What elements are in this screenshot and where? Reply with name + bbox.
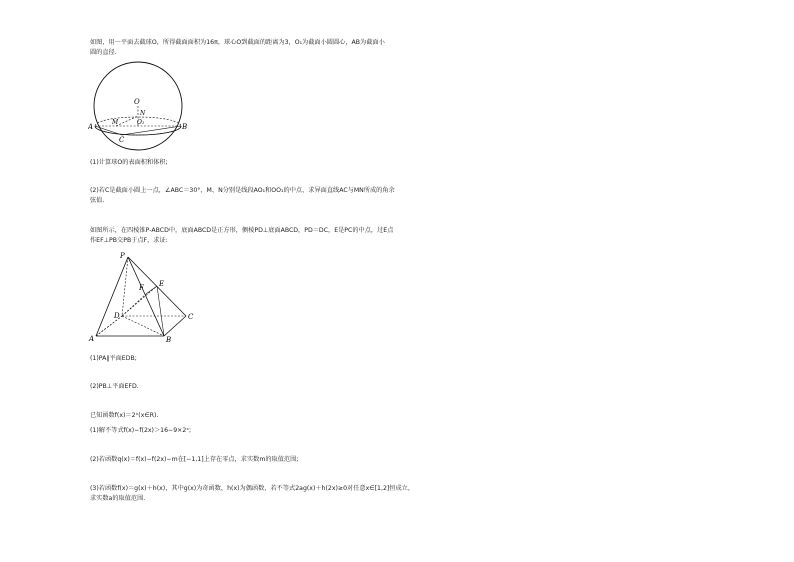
label-a: A xyxy=(88,123,94,131)
problem1-intro-line2: 圆的直径. xyxy=(90,49,117,56)
segment-mn xyxy=(116,116,138,126)
label-c: C xyxy=(188,313,194,321)
problem1-question1: (1)计算球O的表面积和体积; xyxy=(90,159,168,166)
label-c: C xyxy=(119,136,125,144)
segment-ac xyxy=(95,126,122,135)
label-e: E xyxy=(159,280,165,288)
label-f: F xyxy=(139,284,144,292)
problem1-intro-line1: 如图，用一平面去截球O，所得截面面积为16π，球心O到截面的距离为3，O₁为截面小圆圆心，AB为截面小 xyxy=(90,39,385,46)
label-o1: O₁ xyxy=(137,119,145,126)
pyramid-figure xyxy=(88,250,200,346)
segment-ef xyxy=(146,286,157,294)
problem1-question2-line1: (2)若C是截面小圆上一点，∠ABC＝30°，M、N分别是线段AO₁和OO₁的中点，求异面直线AC与MN所成的角余 xyxy=(90,187,395,194)
label-d: D xyxy=(114,312,120,320)
edge-pd xyxy=(122,257,128,316)
label-m: M xyxy=(112,119,119,126)
problem3-question1: (1)解不等式f(x)−f(2x)＞16−9×2ˣ; xyxy=(90,427,192,434)
segment-df xyxy=(122,294,146,316)
problem2-intro-line2: 作EF⊥PB交PB于点F，求证: xyxy=(90,237,168,244)
problem2-question2: (2)PB⊥平面EFD. xyxy=(90,383,139,390)
segment-db xyxy=(122,316,164,336)
label-p: P xyxy=(120,252,125,260)
problem2-intro-line1: 如图所示，在四棱锥P-ABCD中，底面ABCD是正方形，侧棱PD⊥底面ABCD，PD＝DC，E是PC的中点，过E点 xyxy=(90,227,394,234)
sphere-figure xyxy=(88,60,192,156)
label-b: B xyxy=(182,123,188,131)
problem2-question1: (1)PA∥平面EDB; xyxy=(90,355,137,362)
problem3-question2: (2)若函数q(x)＝f(x)−f(2x)−m在[−1,1]上存在零点，求实数m的取值范围; xyxy=(90,456,299,463)
problem3-question3-line2: 求实数a的取值范围. xyxy=(90,495,146,502)
problem3-intro: 已知函数f(x)＝2ˣ(x∈R). xyxy=(90,412,159,419)
edge-bc xyxy=(164,316,186,336)
label-o: O xyxy=(134,98,140,106)
label-b: B xyxy=(166,336,172,344)
problem1-question2-line2: 弦值. xyxy=(90,197,105,204)
label-a: A xyxy=(89,335,95,343)
problem3-question3-line1: (3)若函数f(x)＝g(x)＋h(x)，其中g(x)为奇函数，h(x)为偶函数，若不等式2ag(x)＋h(2x)≥0对任意x∈[1,2]恒成立， xyxy=(90,485,415,492)
edge-pa xyxy=(96,257,128,336)
label-n: N xyxy=(140,110,146,117)
